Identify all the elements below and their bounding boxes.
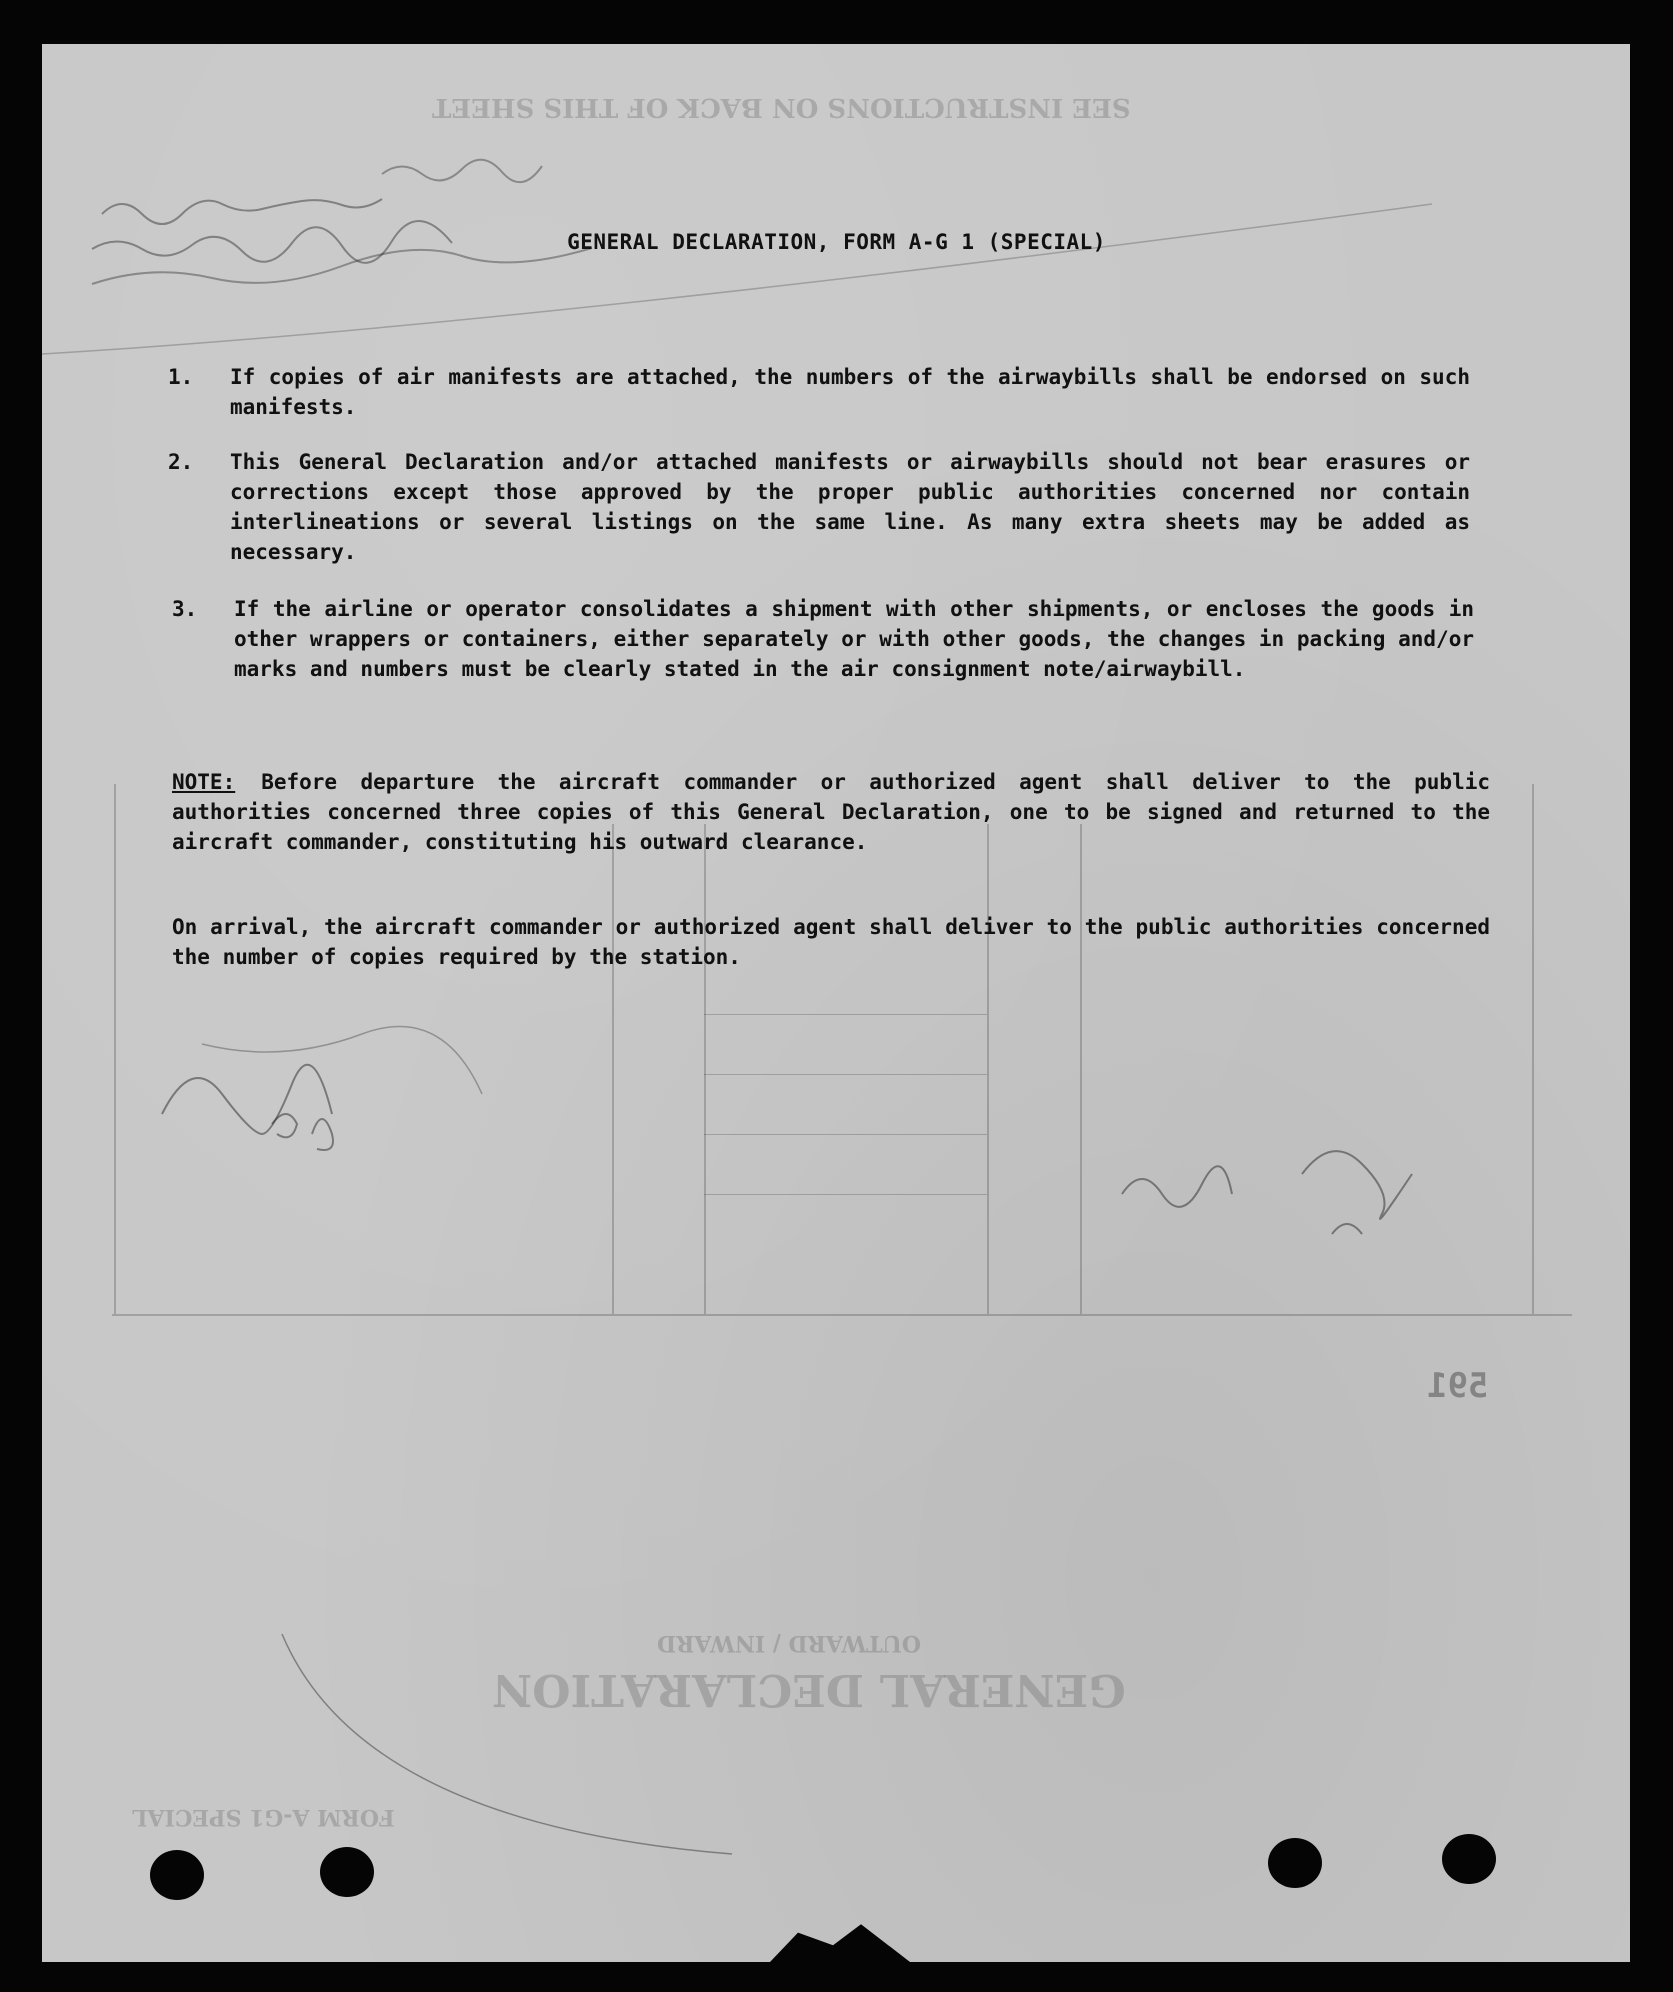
- ghost-table-line: [1532, 784, 1534, 1314]
- instruction-text: This General Declaration and/or attached manifests or airwaybills should not bear erasures or corrections except those approved by the proper public authorities concerned nor contain interlineations or several listings on the same line. As many extra sheets may be added as necessary.: [230, 450, 1470, 564]
- binder-hole: [150, 1850, 204, 1900]
- instruction-item: [168, 447, 1488, 567]
- bleed-through-top-heading: SEE INSTRUCTIONS ON BACK OF THIS SHEET: [432, 92, 1131, 122]
- ghost-table-line: [112, 1314, 1572, 1316]
- instruction-number: 2.: [168, 450, 194, 474]
- arrival-paragraph: On arrival, the aircraft commander or authorized agent shall deliver to the public authorities concerned the number of copies required by the station.: [172, 915, 1490, 969]
- instruction-number: 1.: [168, 365, 194, 389]
- binder-hole: [320, 1847, 374, 1897]
- instruction-text: If the airline or operator consolidates a shipment with other shipments, or encloses the goods in other wrappers or containers, either separately or with other goods, the changes in packing and/or marks and numbers must be clearly stated in the air consignment note/airwaybill.: [234, 597, 1474, 681]
- ghost-table-line: [704, 1014, 987, 1015]
- bleed-through-page-number: 591: [1427, 1366, 1489, 1406]
- ghost-table-line: [987, 824, 989, 1314]
- pencil-line: [42, 184, 1442, 364]
- ghost-table-line: [114, 784, 116, 1314]
- document-page: [42, 44, 1630, 1962]
- instruction-item: [168, 362, 1488, 422]
- page-title: GENERAL DECLARATION, FORM A-G 1 (SPECIAL): [567, 230, 1106, 254]
- handwritten-scribble: [142, 1004, 542, 1244]
- ghost-table-line: [704, 1074, 987, 1075]
- ghost-table-line: [704, 824, 706, 1314]
- note-text: Before departure the aircraft commander or authorized agent shall deliver to the public authorities concerned three copies of this General Declaration, one to be signed and returned to the aircraft commander, constituting his outward clearance.: [172, 770, 1490, 854]
- ghost-table-line: [704, 1194, 987, 1195]
- handwritten-scribble: [1102, 1094, 1482, 1274]
- bleed-through-bottom-subheading: OUTWARD / INWARD: [657, 1630, 921, 1656]
- pencil-line: [272, 1624, 772, 1864]
- binder-hole: [1268, 1838, 1322, 1888]
- instruction-text: If copies of air manifests are attached, the numbers of the airwaybills shall be endorsed on such manifests.: [230, 365, 1470, 419]
- instruction-item: [172, 594, 1492, 714]
- bleed-through-form-label: FORM A-G1 SPECIAL: [132, 1804, 395, 1830]
- bleed-through-bottom-heading: GENERAL DECLARATION: [492, 1664, 1126, 1715]
- ghost-table-line: [1080, 824, 1082, 1314]
- ghost-table-line: [612, 824, 614, 1314]
- note-paragraph: [172, 767, 1490, 857]
- ghost-table-line: [704, 1134, 987, 1135]
- binder-hole: [1442, 1834, 1496, 1884]
- instruction-number: 3.: [172, 597, 198, 621]
- note-label: NOTE:: [172, 770, 236, 794]
